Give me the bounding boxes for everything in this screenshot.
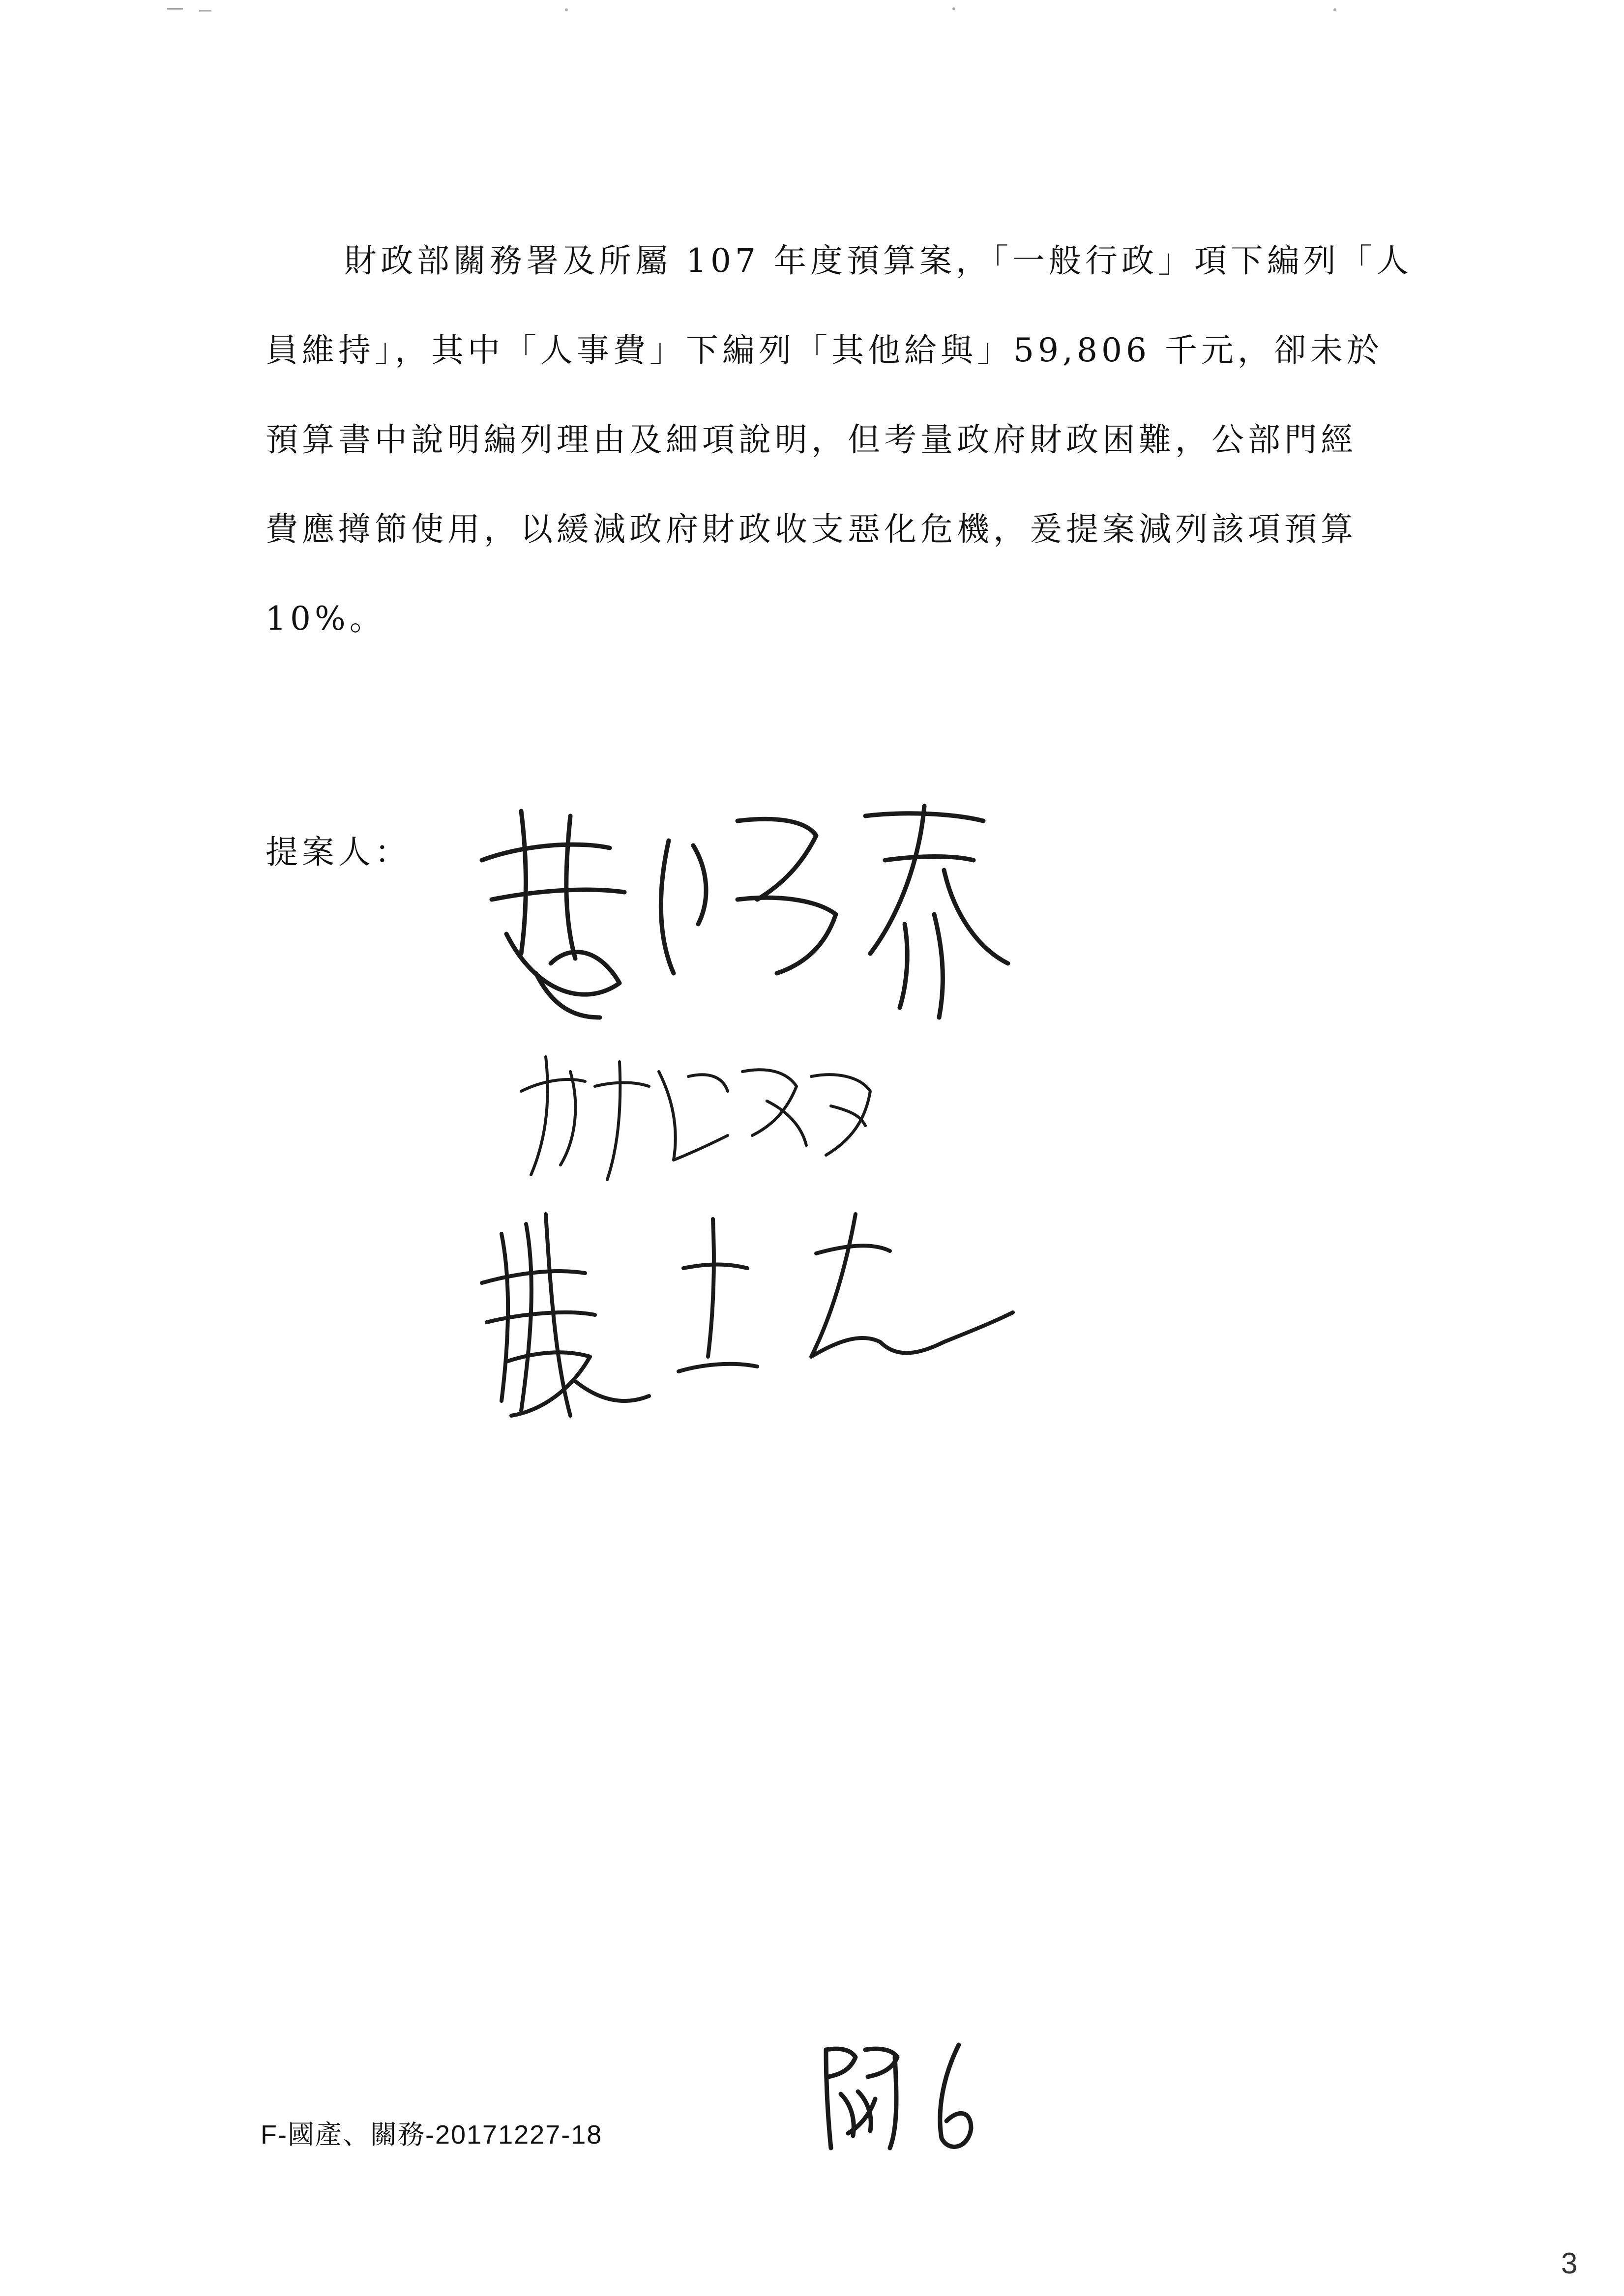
paragraph-line: 財政部關務署及所屬 107 年度預算案，「一般行政」項下編列「人 (344, 242, 1413, 280)
paragraph-line: 預算書中說明編列理由及細項說明，但考量政府財政困難，公部門經 (266, 421, 1357, 459)
paragraph-line: 10%。 (266, 600, 386, 638)
signature-1 (462, 786, 1033, 1042)
scan-artifacts (0, 0, 1624, 29)
signature-3 (472, 1194, 1023, 1440)
proposer-label: 提案人： (266, 833, 411, 871)
handwritten-mark (811, 2030, 988, 2158)
document-code: F-國產、關務-20171227-18 (261, 2120, 603, 2150)
paragraph-line: 費應撙節使用，以緩減政府財政收支惡化危機，爰提案減列該項預算 (266, 510, 1357, 548)
signature-2 (511, 1042, 885, 1190)
proposal-body (266, 216, 1421, 664)
page-number-mark: 3 (1561, 2247, 1578, 2280)
paragraph-line: 員維持」，其中「人事費」下編列「其他給與」59,806 千元，卻未於 (266, 331, 1383, 369)
